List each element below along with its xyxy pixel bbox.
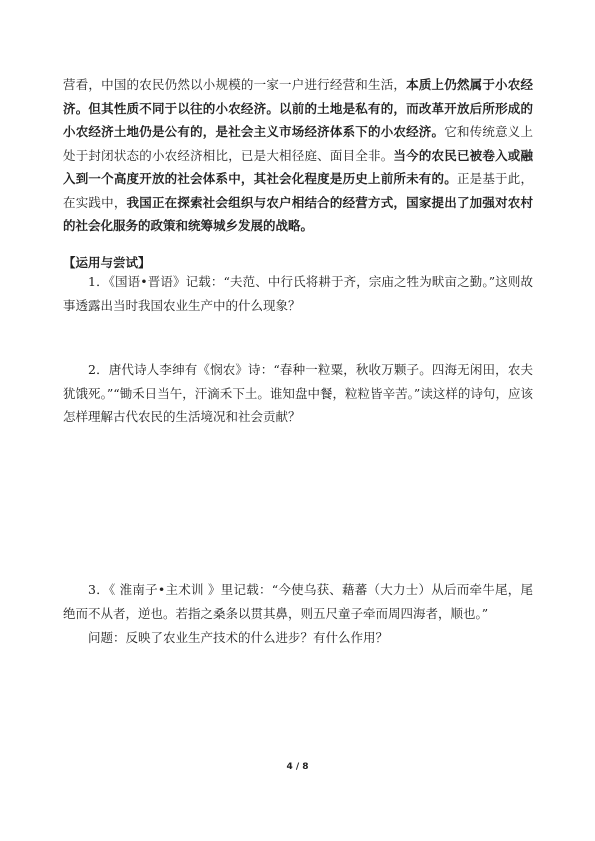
intro-paragraph bbox=[63, 73, 533, 238]
intro-text-2: 它和传统意义上处于封闭状态的小农经济相比，已是大相径庭、面目全非。 bbox=[63, 124, 533, 163]
question-3: 3．《 淮南子•主术训 》里记载：“今使乌获、藉蕃（大力士）从后而牵牛尾，尾绝而不从者，逆也。若指之桑条以贯其鼻，则五尺童子牵而周四海者，顺也。” bbox=[63, 582, 533, 621]
intro-bold-2: 当今的农民已被卷入或融入到一个高度开放的社会体系中，其社会化程度是历史上前所未有的。 bbox=[63, 147, 533, 186]
section-heading: 【运用与尝试】 bbox=[63, 255, 151, 270]
page-number: 4 / 8 bbox=[286, 762, 309, 772]
intro-bold-1: 本质上仍然属于小农经济。但其性质不同于以往的小农经济。以前的土地是私有的，而改革开放后所形成的小农经济土地仍是公有的，是社会主义市场经济体系下的小农经济。 bbox=[63, 77, 533, 139]
intro-bold-3: 我国正在探索社会组织与农户相结合的经营方式，国家提出了加强对农村的社会化服务的政策和统筹城乡发展的战略。 bbox=[63, 194, 533, 233]
intro-text-3: 正是基于此，在实践中， bbox=[63, 171, 533, 210]
question-2: 2．唐代诗人李绅有《悯农》诗：“春种一粒粟，秋收万颗子。四海无闲田，农夫犹饿死。”“锄禾日当午，汗滴禾下土。谁知盘中餐，粒粒皆辛苦。”读这样的诗句，应该怎样理解古代农民的生活境况和社会贡献？ bbox=[63, 362, 533, 424]
question-1: 1．《国语•晋语》记载：“夫范、中行氏将耕于齐，宗庙之牲为畎亩之勤。”这则故事透露出当时我国农业生产中的什么现象？ bbox=[63, 274, 533, 313]
intro-text-1: 营看，中国的农民仍然以小规模的一家一户进行经营和生活， bbox=[63, 77, 407, 92]
question-3-prompt: 问题：反映了农业生产技术的什么进步？有什么作用？ bbox=[88, 630, 389, 645]
